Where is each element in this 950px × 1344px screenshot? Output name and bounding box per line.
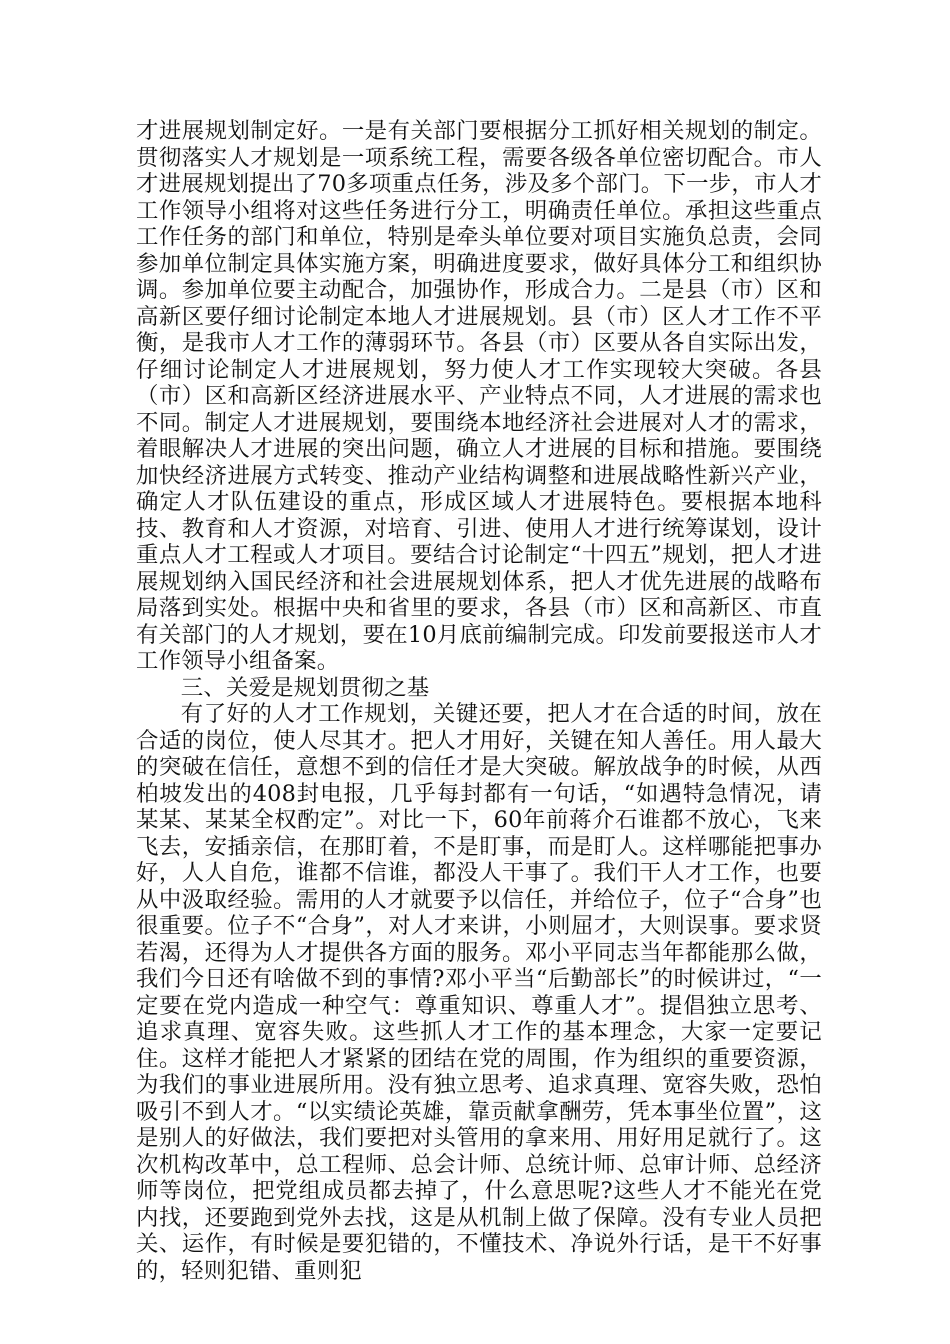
- body-paragraph: 才进展规划制定好。一是有关部门要根据分工抓好相关规划的制定。贯彻落实人才规划是一项系统工程，需要各级各单位密切配合。市人才进展规划提出了70多项重点任务，涉及多个部门。下一步，市人才工作领导小组将对这些任务进行分工，明确责任单位。承担这些重点工作任务的部门和单位，特别是牵头单位要对项目实施负总责，会同参加单位制定具体实施方案，明确进度要求，做好具体分工和组织协调。参加单位要主动配合，加强协作，形成合力。二是县（市）区和高新区要仔细讨论制定本地人才进展规划。县（市）区人才工作不平衡，是我市人才工作的薄弱环节。各县（市）区要从各自实际出发，仔细讨论制定人才进展规划，努力使人才工作实现较大突破。各县（市）区和高新区经济进展水平、产业特点不同，人才进展的需求也不同。制定人才进展规划，要围绕本地经济社会进展对人才的需求，着眼解决人才进展的突出问题，确立人才进展的目标和措施。要围绕加快经济进展方式转变、推动产业结构调整和进展战略性新兴产业，确定人才队伍建设的重点，形成区域人才进展特色。要根据本地科技、教育和人才资源，对培育、引进、使用人才进行统筹谋划，设计重点人才工程或人才项目。要结合讨论制定“十四五”规划，把人才进展规划纳入国民经济和社会进展规划体系，把人才优先进展的战略布局落到实处。根据中央和省里的要求，各县（市）区和高新区、市直有关部门的人才规划，要在10月底前编制完成。印发前要报送市人才工作领导小组备案。: [136, 118, 822, 674]
- document-page: [136, 118, 822, 1284]
- section-heading: 三、关爱是规划贯彻之基: [180, 674, 430, 701]
- body-paragraph: 有了好的人才工作规划，关键还要，把人才在合适的时间，放在合适的岗位，使人尽其才。把人才用好，关键在知人善任。用人最大的突破在信任，意想不到的信任才是大突破。解放战争的时候，从西柏坡发出的408封电报，几乎每封都有一句话，“如遇特急情况，请某某、某某全权酌定”。对比一下，60年前蒋介石谁都不放心，飞来飞去，安插亲信，在那盯着，不是盯事，而是盯人。这样哪能把事办好，人人自危，谁都不信谁，都没人干事了。我们干人才工作，也要从中汲取经验。需用的人才就要予以信任，并给位子，位子“合身”也很重要。位子不“合身”，对人才来讲，小则屈才，大则误事。要求贤若渴，还得为人才提供各方面的服务。邓小平同志当年都能那么做，我们今日还有啥做不到的事情?邓小平当“后勤部长”的时候讲过，“一定要在党内造成一种空气：尊重知识、尊重人才”。提倡独立思考、追求真理、宽容失败。这些抓人才工作的基本理念，大家一定要记住。这样才能把人才紧紧的团结在党的周围，作为组织的重要资源，为我们的事业进展所用。没有独立思考、追求真理、宽容失败，恐怕吸引不到人才。“以实绩论英雄，靠贡献拿酬劳，凭本事坐位置”，这是别人的好做法，我们要把对头管用的拿来用、用好用足就行了。这次机构改革中，总工程师、总会计师、总统计师、总审计师、总经济师等岗位，把党组成员都去掉了，什么意思呢?这些人才不能光在党内找，还要跑到党外去找，这是从机制上做了保障。没有专业人员把关、运作，有时候是要犯错的，不懂技术、净说外行话，是干不好事的，轻则犯错、重则犯: [136, 701, 822, 1284]
